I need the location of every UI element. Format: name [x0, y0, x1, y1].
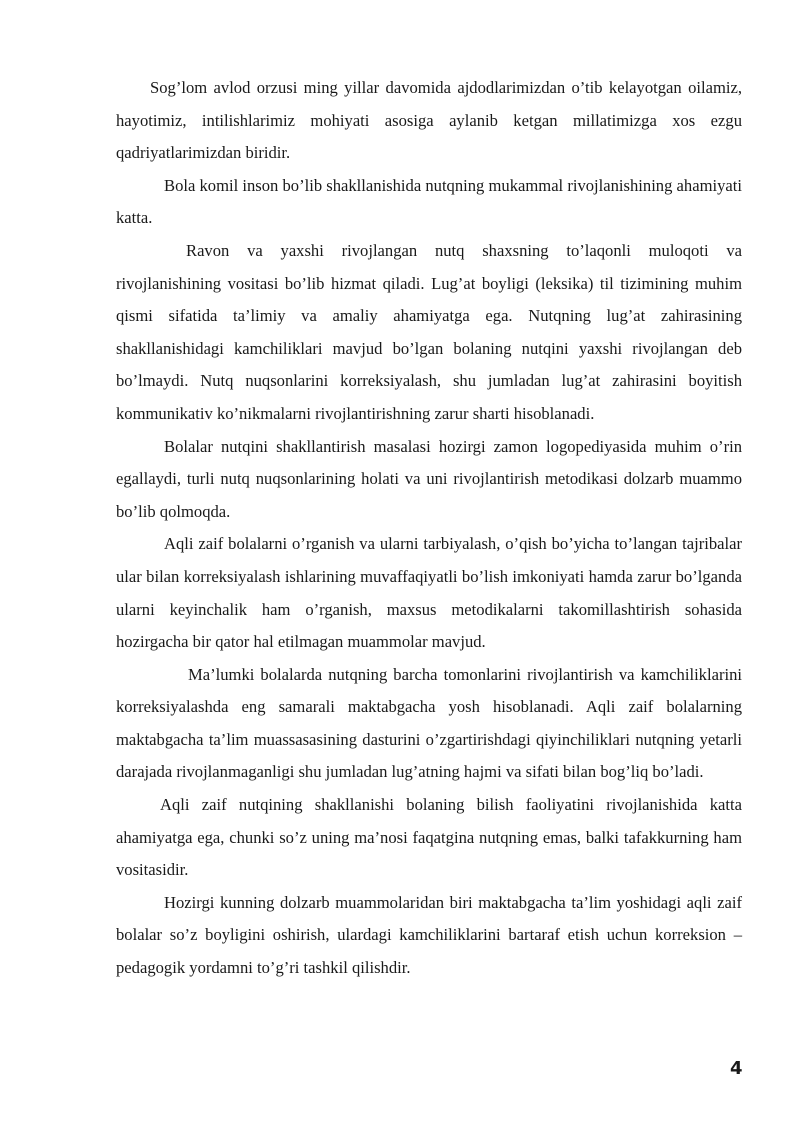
paragraph-3: Ravon va yaxshi rivojlangan nutq shaxsning to’laqonli muloqoti va rivojlanishining vositasi bo’lib hizmat qiladi. Lug’at boyligi (leksika) til tizimining muhim qismi sifatida ta’limiy va amaliy ahamiyatga ega. Nutqning lug’at zahirasining shakllanishidagi kamchiliklari mavjud bo’lgan bolaning nutqini yaxshi rivojlangan deb bo’lmaydi. Nutq nuqsonlarini korreksiyalash, shu jumladan lug’at zahirasini boyitish kommunikativ ko’nikmalarni rivojlantirishning zarur sharti hisoblanadi. — [116, 240, 742, 423]
paragraph-8: Hozirgi kunning dolzarb muammolaridan biri maktabgacha ta’lim yoshidagi aqli zaif bolalar so’z boyligini oshirish, ulardagi kamchiliklarini bartaraf etish uchun korreksion – pedagogik yordamni to’g’ri tashkil qilishdir. — [116, 892, 742, 978]
document-page — [116, 72, 742, 985]
paragraph-6: Ma’lumki bolalarda nutqning barcha tomonlarini rivojlantirish va kamchiliklarini korreksiyalashda eng samarali maktabgacha yosh hisoblanadi. Aqli zaif bolalarning maktabgacha ta’lim muassasasining dasturini o’zgartirishdagi qiyinchiliklari nutqning yetarli darajada rivojlanmaganligi shu jumladan lug’atning hajmi va sifati bilan bog’liq bo’ladi. — [116, 664, 742, 782]
paragraph-1: Sog’lom avlod orzusi ming yillar davomida ajdodlarimizdan o’tib kelayotgan oilamiz, hayotimiz, intilishlarimiz mohiyati asosiga aylanib ketgan millatimizga xos ezgu qadriyatlarimizdan biridir. — [116, 78, 742, 163]
paragraph-5: Aqli zaif bolalarni o’rganish va ularni tarbiyalash, o’qish bo’yicha to’langan tajribalar ular bilan korreksiyalash ishlarining muvaffaqiyatli bo’lish imkoniyati hamda zarur bo’lganda ularni keyinchalik ham o’rganish, maxsus metodikalarni takomillashtirish sohasida hozirgacha bir qator hal etilmagan muammolar mavjud. — [116, 534, 742, 652]
page-number: 4 — [730, 1058, 743, 1079]
paragraph-7: Aqli zaif nutqining shakllanishi bolaning bilish faoliyatini rivojlanishida katta ahamiyatga ega, chunki so’z uning ma’nosi faqatgina nutqning emas, balki tafakkurning ham vositasidir. — [116, 795, 742, 880]
paragraph-4: Bolalar nutqini shakllantirish masalasi hozirgi zamon logopediyasida muhim o’rin egallaydi, turli nutq nuqsonlarining holati va uni rivojlantirish metodikasi dolzarb muammo bo’lib qolmoqda. — [116, 436, 742, 521]
paragraph-2: Bola komil inson bo’lib shakllanishida nutqning mukammal rivojlanishining ahamiyati katta. — [116, 175, 742, 228]
